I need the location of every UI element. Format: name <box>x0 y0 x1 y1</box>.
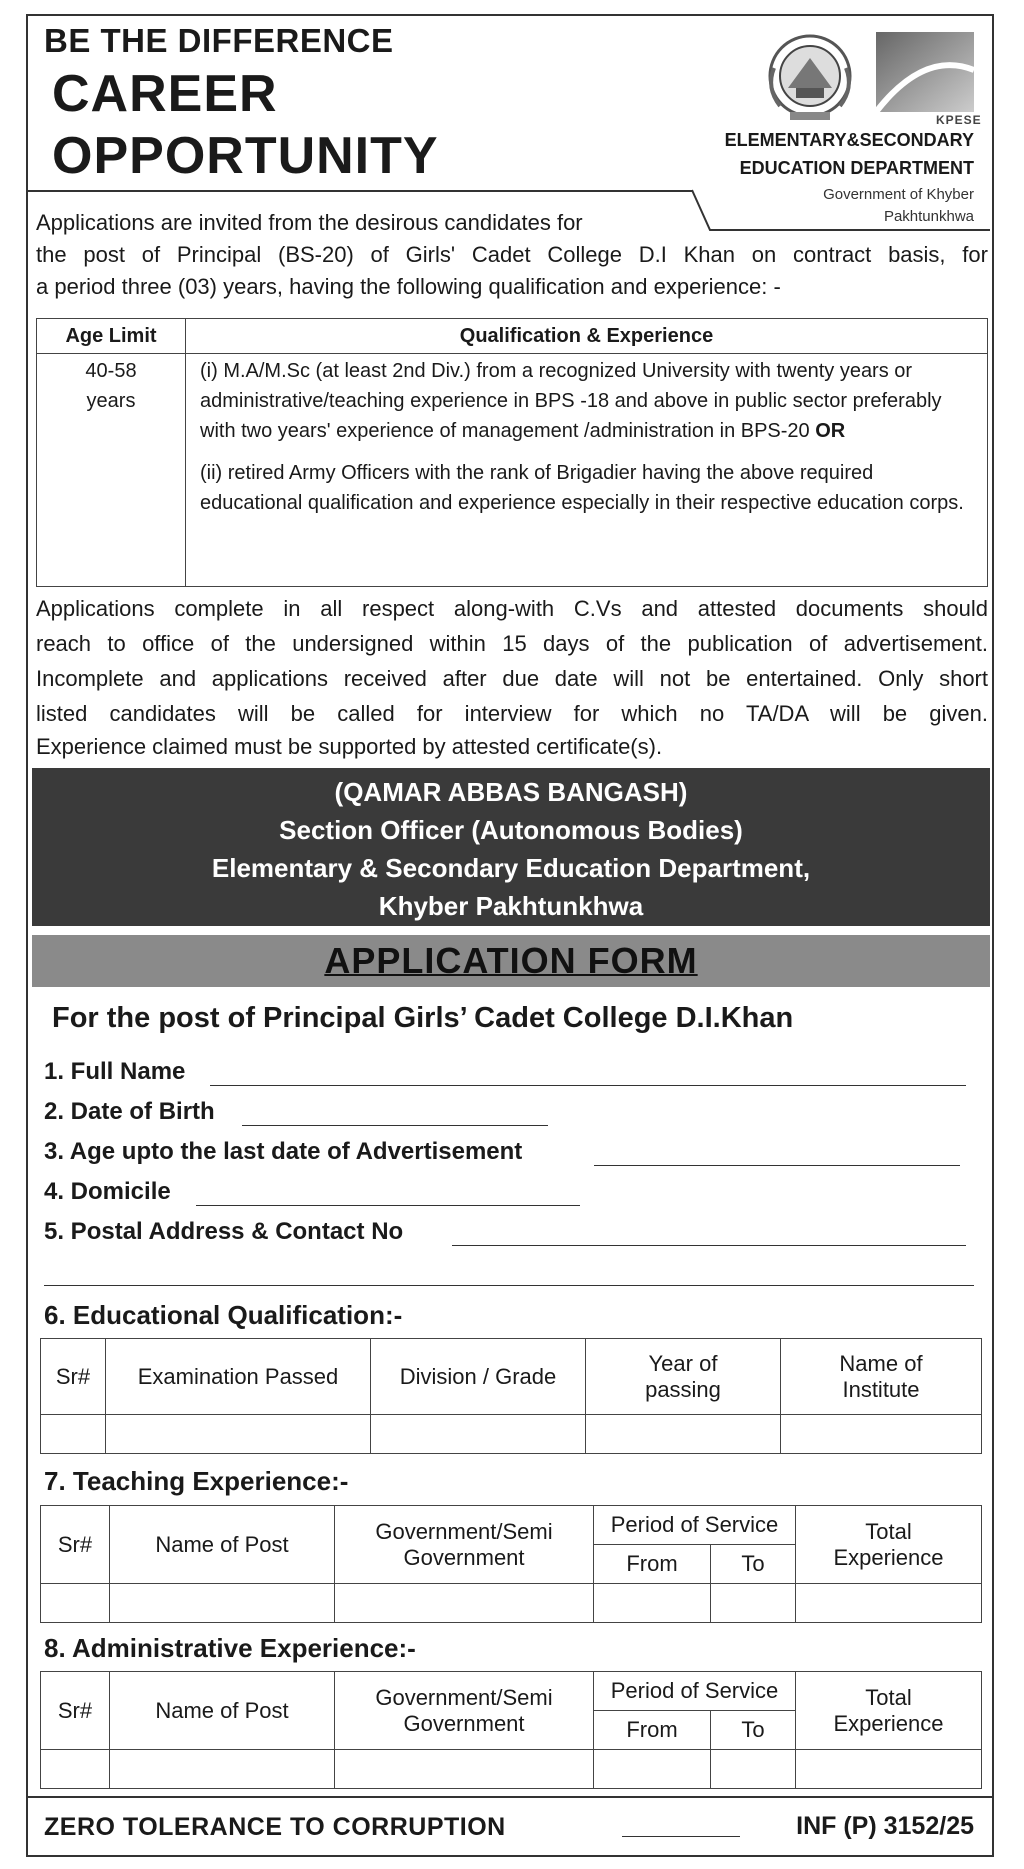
section-educational-qualification: 6. Educational Qualification:- <box>44 1300 403 1330</box>
footer-rule <box>622 1836 740 1837</box>
teach-header-govt: Government/Semi Government <box>375 1518 553 1570</box>
qualification-item-2: (ii) retired Army Officers with the rank of Brigadier having the above required educational qualification and experience especially in their respective education corps. <box>200 462 964 514</box>
admin-header-from: From <box>594 1711 711 1750</box>
government-emblem-icon <box>760 28 864 128</box>
field-address-label: 5. Postal Address & Contact No <box>44 1218 404 1245</box>
edu-header-institute: Name of Institute <box>839 1350 923 1402</box>
body-line-2: reach to office of the undersigned within 15 days of the publication of advertisement. <box>36 631 988 656</box>
title-career: CAREER <box>52 65 278 123</box>
teach-header-post: Name of Post <box>110 1506 335 1584</box>
dept-line-1: ELEMENTARY&SECONDARY <box>724 130 974 150</box>
footer-slogan: ZERO TOLERANCE TO CORRUPTION <box>44 1813 506 1841</box>
teach-header-to: To <box>711 1545 796 1584</box>
dept-line-2: EDUCATION DEPARTMENT <box>739 158 974 178</box>
qualification-or: OR <box>815 420 846 442</box>
footer-divider <box>28 1796 992 1798</box>
edu-header-division: Division / Grade <box>371 1339 586 1415</box>
header-divider <box>28 190 693 192</box>
signature-block <box>32 768 990 926</box>
field-dob-label: 2. Date of Birth <box>44 1098 215 1125</box>
gov-line-1: Government of Khyber <box>823 186 974 203</box>
admin-header-sr: Sr# <box>41 1672 110 1750</box>
field-age-line[interactable] <box>594 1165 960 1166</box>
field-full-name-label: 1. Full Name <box>44 1058 186 1085</box>
signatory-province: Khyber Pakhtunkhwa <box>378 891 644 921</box>
qualification-header: Qualification & Experience <box>186 319 988 354</box>
teaching-experience-table <box>40 1505 982 1623</box>
intro-line-3: a period three (03) years, having the following qualification and experience: - <box>36 274 781 299</box>
signatory-designation: Section Officer (Autonomous Bodies) <box>279 815 743 845</box>
age-limit-header: Age Limit <box>37 319 186 354</box>
tagline: BE THE DIFFERENCE <box>44 22 394 59</box>
signatory-department: Elementary & Secondary Education Department, <box>211 853 811 883</box>
intro-line-1: Applications are invited from the desirous candidates for <box>36 210 583 235</box>
teach-header-period: Period of Service <box>594 1506 796 1545</box>
application-form-heading: APPLICATION FORM <box>324 940 698 981</box>
teach-header-from: From <box>594 1545 711 1584</box>
gov-line-2: Pakhtunkhwa <box>883 208 974 225</box>
field-domicile-line[interactable] <box>196 1205 580 1206</box>
admin-blank-row[interactable] <box>41 1750 982 1789</box>
teach-header-sr: Sr# <box>41 1506 110 1584</box>
section-teaching-experience: 7. Teaching Experience:- <box>44 1466 349 1496</box>
post-title: For the post of Principal Girls’ Cadet College D.I.Khan <box>52 1002 794 1034</box>
body-line-4: listed candidates will be called for interview for which no TA/DA will be given. <box>36 701 988 726</box>
field-domicile-label: 4. Domicile <box>44 1178 171 1205</box>
qualification-table <box>36 318 988 587</box>
section-administrative-experience: 8. Administrative Experience:- <box>44 1633 416 1663</box>
field-age-label: 3. Age upto the last date of Advertisement <box>44 1138 523 1165</box>
field-address-line-2[interactable] <box>44 1285 974 1286</box>
admin-header-govt: Government/Semi Government <box>375 1684 553 1736</box>
body-line-5: Experience claimed must be supported by attested certificate(s). <box>36 734 663 759</box>
admin-header-period: Period of Service <box>594 1672 796 1711</box>
footer-reference: INF (P) 3152/25 <box>796 1812 974 1840</box>
edu-header-year: Year of passing <box>645 1350 721 1402</box>
age-limit-value: 40-58 years <box>85 360 137 412</box>
admin-header-to: To <box>711 1711 796 1750</box>
administrative-experience-table <box>40 1671 982 1789</box>
signatory-name: (QAMAR ABBAS BANGASH) <box>334 777 688 807</box>
kpese-logo-icon <box>874 30 978 126</box>
teach-blank-row[interactable] <box>41 1584 982 1623</box>
title-opportunity: OPPORTUNITY <box>52 127 439 185</box>
field-dob-line[interactable] <box>242 1125 548 1126</box>
application-form-bar <box>32 935 990 987</box>
admin-header-total: Total Experience <box>833 1684 944 1736</box>
edu-header-sr: Sr# <box>41 1339 106 1415</box>
intro-line-2: the post of Principal (BS-20) of Girls' Cadet College D.I Khan on contract basis, for <box>36 242 988 267</box>
body-line-1: Applications complete in all respect along-with C.Vs and attested documents should <box>36 596 988 621</box>
qualification-item-1: (i) M.A/M.Sc (at least 2nd Div.) from a recognized University with twenty years or administrative/teaching experience in BPS -18 and above in public sector preferably with two years' experience of management /administration in BPS-20 <box>200 360 942 442</box>
field-address-line[interactable] <box>452 1245 966 1246</box>
body-line-3: Incomplete and applications received after due date will not be entertained. Only short <box>36 666 988 691</box>
edu-blank-row[interactable] <box>41 1415 982 1454</box>
kpese-logo-text: KPESE <box>936 113 982 127</box>
field-full-name-line[interactable] <box>210 1085 966 1086</box>
teach-header-total: Total Experience <box>833 1518 944 1570</box>
admin-header-post: Name of Post <box>110 1672 335 1750</box>
education-table <box>40 1338 982 1454</box>
edu-header-exam: Examination Passed <box>106 1339 371 1415</box>
header-divider-slant <box>690 188 990 232</box>
